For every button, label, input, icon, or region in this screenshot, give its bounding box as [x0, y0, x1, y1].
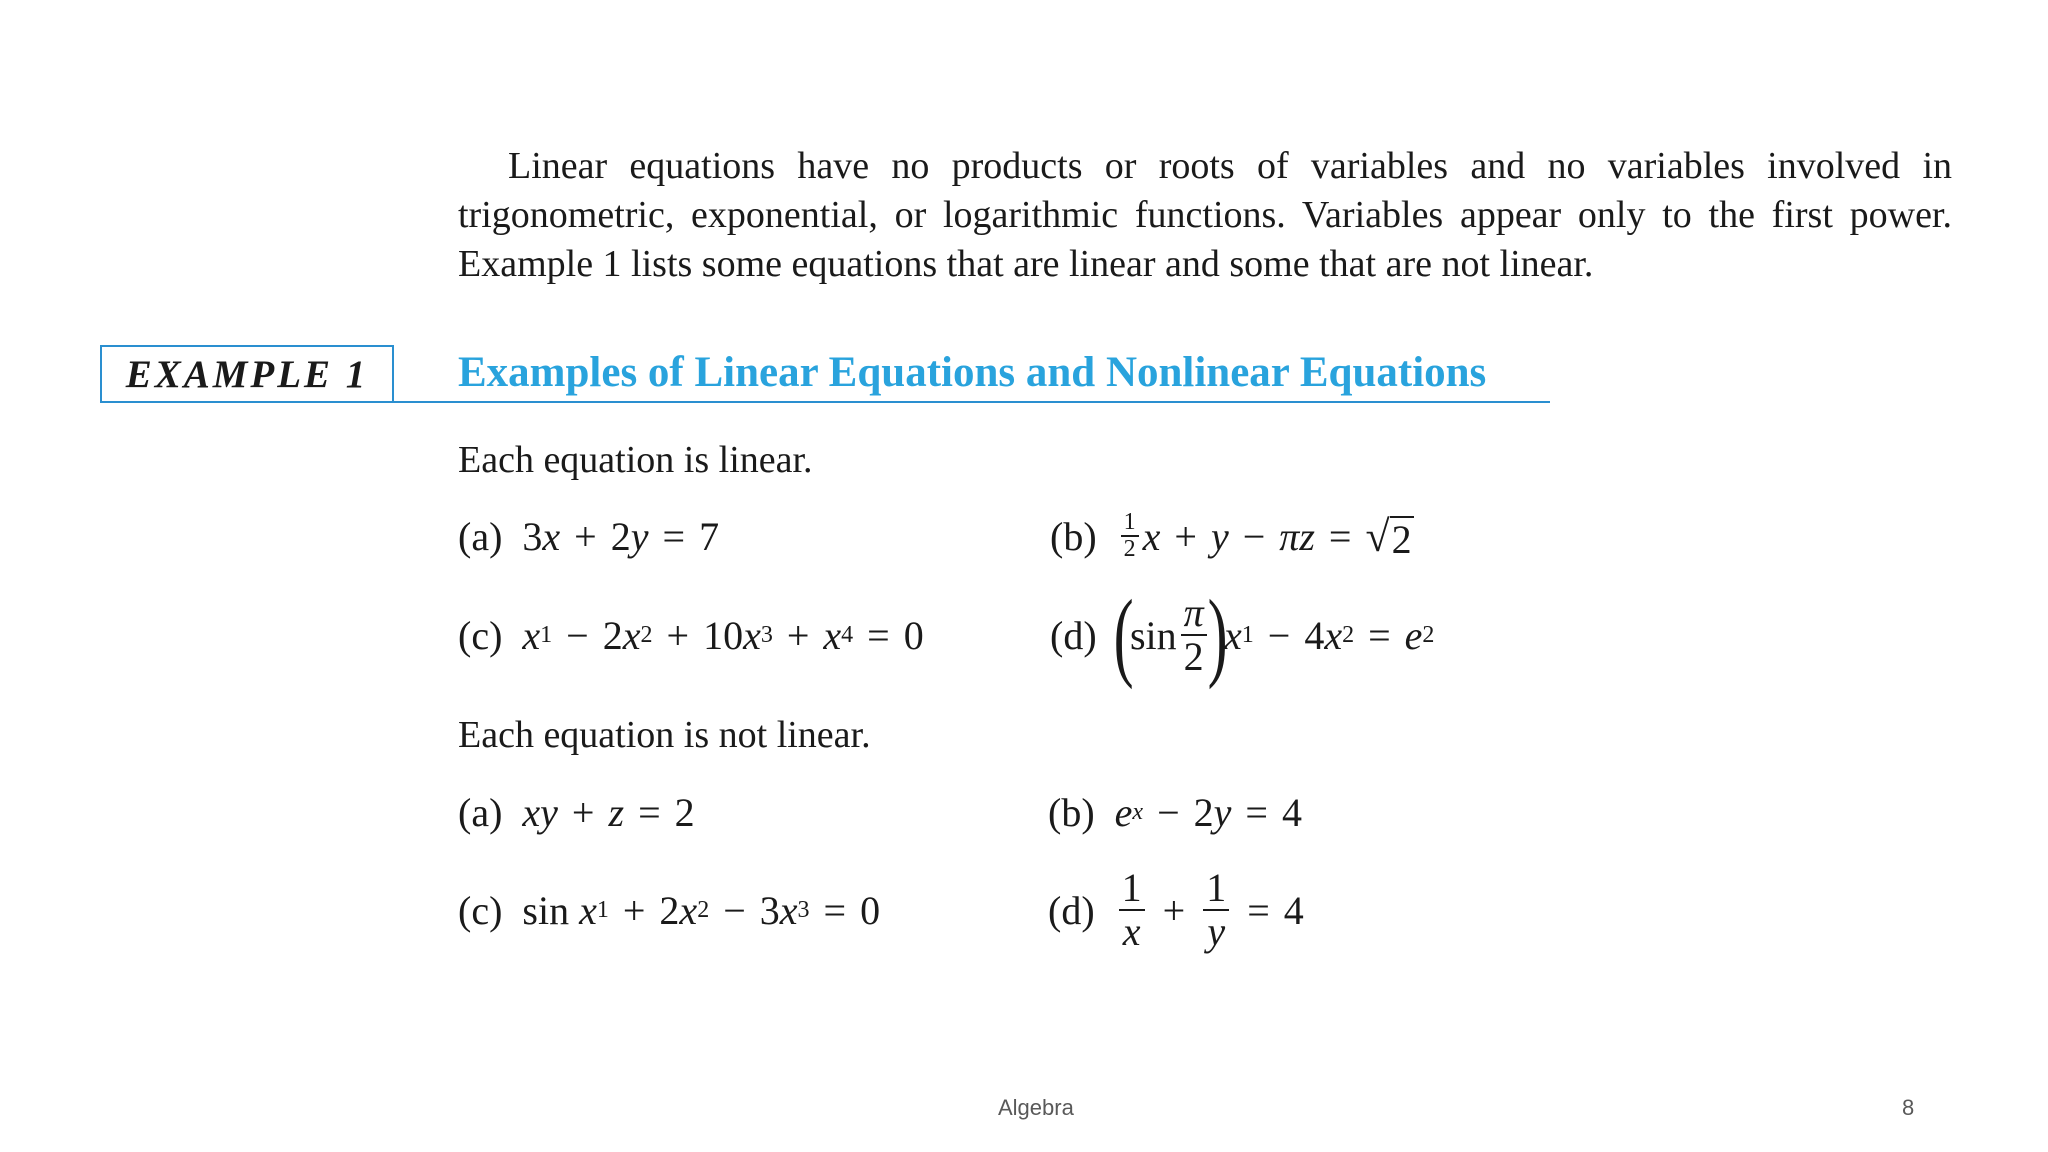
- nonlinear-heading: Each equation is not linear.: [458, 714, 871, 756]
- linear-equation-d: (d) ( sin $\frac{\pi}{2}$ ) x 1 − 4x 2 = e 2: [1050, 579, 1435, 690]
- intro-paragraph: Linear equations have no products or roots of variables and no variables involved in trigonometric, exponential, or logarithmic functions. Variables appear only to the first power. Example 1 lists some equations that are linear and some that are not linear.: [458, 145, 1952, 285]
- nonlinear-equation-d: (d) $\frac{1}{x}$ + $\frac{1}{y}$ = 4: [1048, 865, 1304, 954]
- equation-label: (c): [458, 612, 503, 658]
- linear-equation-c: (c) x 1 − 2x 2 + 10x 3 + x 4 = 0: [458, 612, 924, 658]
- equation-label: (d): [1050, 612, 1097, 658]
- equation-label: (d): [1048, 887, 1095, 933]
- example-title: Examples of Linear Equations and Nonlinear Equations: [458, 349, 1487, 396]
- equation-label: (b): [1050, 513, 1097, 559]
- equation-label: (a): [458, 513, 503, 559]
- example-title-rule: [394, 401, 1550, 403]
- nonlinear-equation-b: (b) e x − 2y = 4: [1048, 789, 1302, 835]
- nonlinear-equation-c: (c) sin x 1 + 2x 2 − 3x 3 = 0: [458, 887, 881, 933]
- example-label: EXAMPLE 1: [125, 352, 369, 396]
- footer-title: Algebra: [998, 1095, 1074, 1120]
- page-number: 8: [1902, 1095, 1915, 1120]
- nonlinear-equation-a: (a) xy + z = 2: [458, 789, 695, 835]
- linear-equation-a: (a) 3x + 2y = 7: [458, 513, 720, 559]
- equation-label: (a): [458, 789, 503, 835]
- example-label-box: [100, 345, 394, 403]
- equation-label: (b): [1048, 789, 1095, 835]
- equation-label: (c): [458, 887, 503, 933]
- linear-equation-b: (b) $\frac{1}{2}$ x + y − πz = √ 2: [1050, 508, 1412, 562]
- linear-heading: Each equation is linear.: [458, 439, 813, 481]
